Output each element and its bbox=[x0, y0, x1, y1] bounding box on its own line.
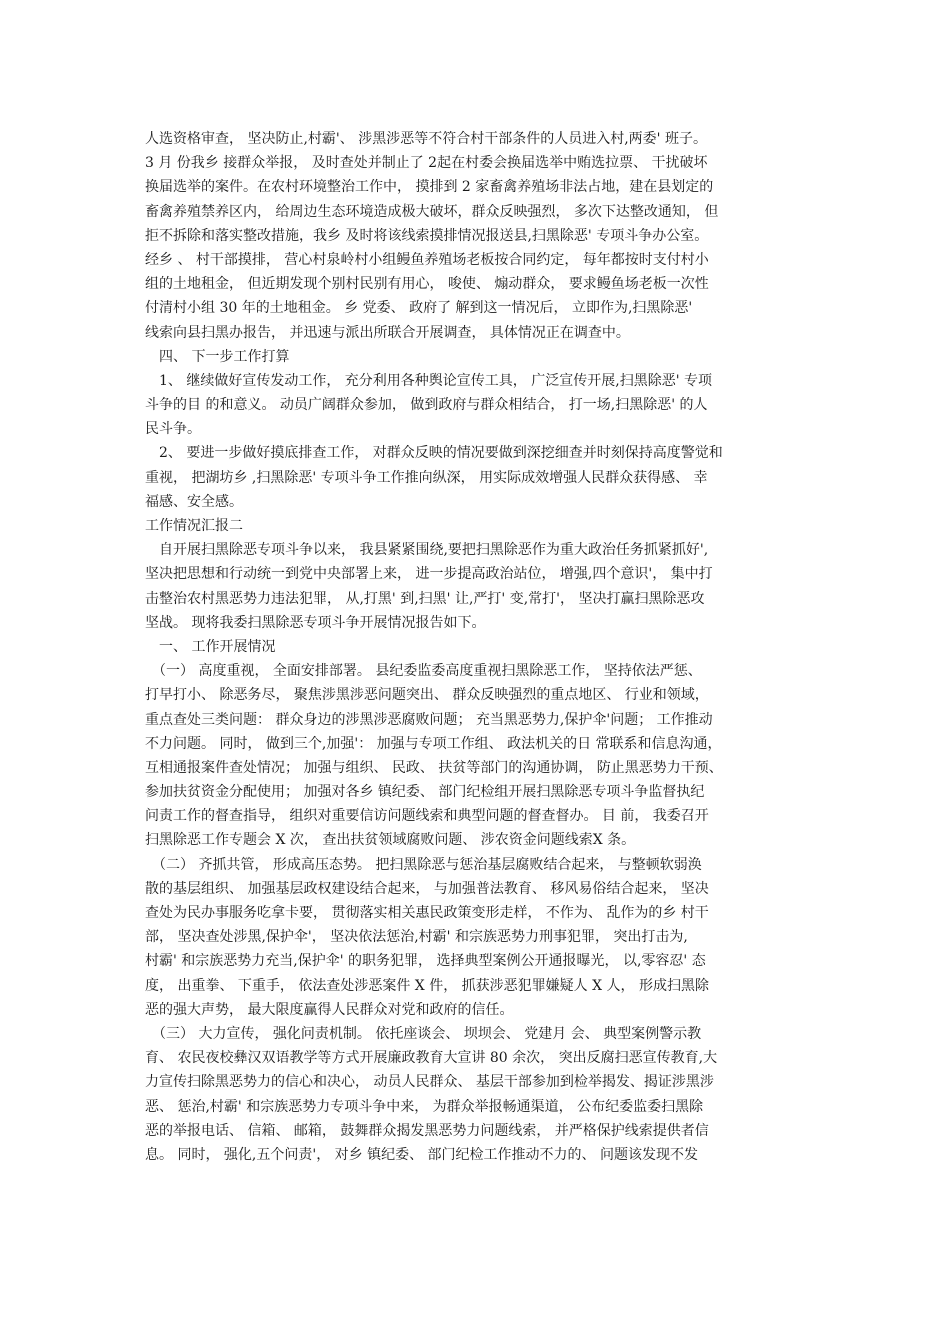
text-line: 2、 要进一步做好摸底排查工作， 对群众反映的情况要做到深挖细查并时刻保持高度警觉和 bbox=[145, 445, 723, 462]
text-line: 扫黑除恶工作专题会 X 次， 查出扶贫领域腐败问题、 涉农资金问题线索X 条。 bbox=[145, 832, 636, 849]
text-line: 村霸' 和宗族恶势力充当,保护伞' 的职务犯罪， 选择典型案例公开通报曝光， 以,零容忍' 态 bbox=[145, 953, 706, 970]
text-line: 付清村小组 30 年的土地租金。 乡 党委、 政府了 解到这一情况后， 立即作为,扫黑除恶' bbox=[145, 300, 693, 317]
text-line: 部， 坚决查处涉黑,保护伞'， 坚决依法惩治,村霸' 和宗族恶势力刑事犯罪， 突出打击为, bbox=[145, 929, 688, 946]
text-line: 坚战。 现将我委扫黑除恶专项斗争开展情况报告如下。 bbox=[145, 614, 486, 631]
text-line: 畜禽养殖禁养区内， 给周边生态环境造成极大破坏，群众反映强烈， 多次下达整改通知， 但 bbox=[145, 203, 719, 220]
text-line: 散的基层组织、 加强基层政权建设结合起来， 与加强普法教育、 移风易俗结合起来， 坚决 bbox=[145, 880, 709, 897]
text-line: 拒不拆除和落实整改措施，我乡 及时将该线索摸排情况报送县,扫黑除恶' 专项斗争办公室。 bbox=[145, 227, 709, 244]
text-line: 线索向县扫黑办报告， 并迅速与派出所联合开展调查， 具体情况正在调查中。 bbox=[145, 324, 630, 341]
text-line: 查处为民办事服务吃拿卡要， 贯彻落实相关惠民政策变形走样， 不作为、 乱作为的乡 村干 bbox=[145, 905, 709, 921]
text-line: 息。 同时， 强化,五个问责'， 对乡 镇纪委、 部门纪检工作推动不力的、 问题该发现不发 bbox=[145, 1146, 698, 1163]
text-line: 力宣传扫除黑恶势力的信心和决心， 动员人民群众、 基层干部参加到检举揭发、揭证涉黑涉 bbox=[145, 1074, 714, 1091]
text-line: 民斗争。 bbox=[145, 421, 201, 438]
text-line: 工作情况汇报二 bbox=[145, 518, 243, 534]
text-line: 恶、 惩治,村霸' 和宗族恶势力专项斗争中来， 为群众举报畅通渠道， 公布纪委监委扫黑除 bbox=[145, 1098, 704, 1115]
text-line: 问责工作的督查指导， 组织对重要信访问题线索和典型问题的督查督办。 目 前， 我委召开 bbox=[145, 808, 709, 825]
text-line: 恶的强大声势， 最大限度赢得人民群众对党和政府的信任。 bbox=[145, 1001, 514, 1018]
text-line: （二） 齐抓共管， 形成高压态势。 把扫黑除恶与惩治基层腐败结合起来， 与整顿软弱涣 bbox=[145, 856, 702, 873]
text-line: 人选资格审查， 坚决防止,村霸'、 涉黑涉恶等不符合村干部条件的人员进入村,两委' 班子。 bbox=[145, 131, 707, 147]
text-line: 换届选举的案件。在农村环境整治工作中， 摸排到 2 家畜禽养殖场非法占地，建在县划定的 bbox=[145, 179, 714, 196]
text-line: 重点查处三类问题： 群众身边的涉黑涉恶腐败问题； 充当黑恶势力,保护伞'问题； 工作推动 bbox=[145, 711, 713, 728]
text-line: 自开展扫黑除恶专项斗争以来， 我县紧紧围绕,要把扫黑除恶作为重大政治任务抓紧抓好', bbox=[145, 542, 709, 559]
document-body bbox=[145, 127, 817, 1167]
text-line: 度， 出重拳、 下重手， 依法查处涉恶案件 X 件， 抓获涉恶犯罪嫌疑人 X 人， 形成扫黑除 bbox=[145, 977, 709, 994]
text-line: 四、 下一步工作打算 bbox=[145, 348, 290, 365]
text-line: 育、 农民夜校彝汉双语教学等方式开展廉政教育大宣讲 80 余次， 突出反腐扫恶宣传教育,大 bbox=[145, 1050, 718, 1067]
text-line: 斗争的目 的和意义。 动员广阔群众参加， 做到政府与群众相结合， 打一场,扫黑除恶' 的人 bbox=[145, 397, 708, 414]
text-line: 互相通报案件查处情况； 加强与组织、 民政、 扶贫等部门的沟通协调， 防止黑恶势力干预、 bbox=[145, 759, 723, 776]
text-line: 1、 继续做好宣传发动工作， 充分利用各种舆论宣传工具， 广泛宣传开展,扫黑除恶' 专项 bbox=[145, 372, 713, 389]
text-line: 重视， 把湖坊乡 ,扫黑除恶' 专项斗争工作推向纵深， 用实际成效增强人民群众获得感、 幸 bbox=[145, 469, 708, 486]
text-line: 打早打小、 除恶务尽， 聚焦涉黑涉恶问题突出、 群众反映强烈的重点地区、 行业和领域， bbox=[145, 687, 709, 704]
text-line: 一、 工作开展情况 bbox=[145, 638, 276, 655]
text-line: （一） 高度重视， 全面安排部署。 县纪委监委高度重视扫黑除恶工作， 坚持依法严惩、 bbox=[145, 663, 702, 680]
text-line: 经乡 、 村干部摸排， 营心村泉岭村小组鳗鱼养殖场老板按合同约定， 每年都按时支付村小 bbox=[145, 251, 709, 268]
text-line: 恶的举报电话、 信箱、 邮箱， 鼓舞群众揭发黑恶势力问题线索， 并严格保护线索提供者信 bbox=[145, 1122, 709, 1139]
text-line: 福感、安全感。 bbox=[145, 493, 243, 510]
text-line: 参加扶贫资金分配使用； 加强对各乡 镇纪委、 部门纪检组开展扫黑除恶专项斗争监督执纪 bbox=[145, 784, 705, 801]
text-line: （三） 大力宣传， 强化问责机制。 依托座谈会、 坝坝会、 党建月 会、 典型案例警示教 bbox=[145, 1025, 702, 1042]
text-line: 击整治农村黑恶势力违法犯罪， 从,打黑' 到,扫黑' 让,严打' 变,常打'， 坚决打赢扫黑除恶攻 bbox=[145, 590, 705, 607]
text-line: 不力问题。 同时， 做到三个,加强'： 加强与专项工作组、 政法机关的日 常联系和信息沟通， bbox=[145, 735, 722, 752]
text-line: 坚决把思想和行动统一到党中央部署上来， 进一步提高政治站位， 增强,四个意识'， 集中打 bbox=[145, 566, 713, 583]
text-line: 组的土地租金， 但近期发现个别村民别有用心， 唆使、 煽动群众， 要求鳗鱼场老板一次性 bbox=[145, 276, 709, 293]
text-line: 3 月 份我乡 接群众举报， 及时查处并制止了 2起在村委会换届选举中贿选拉票、 干扰破坏 bbox=[145, 155, 708, 172]
